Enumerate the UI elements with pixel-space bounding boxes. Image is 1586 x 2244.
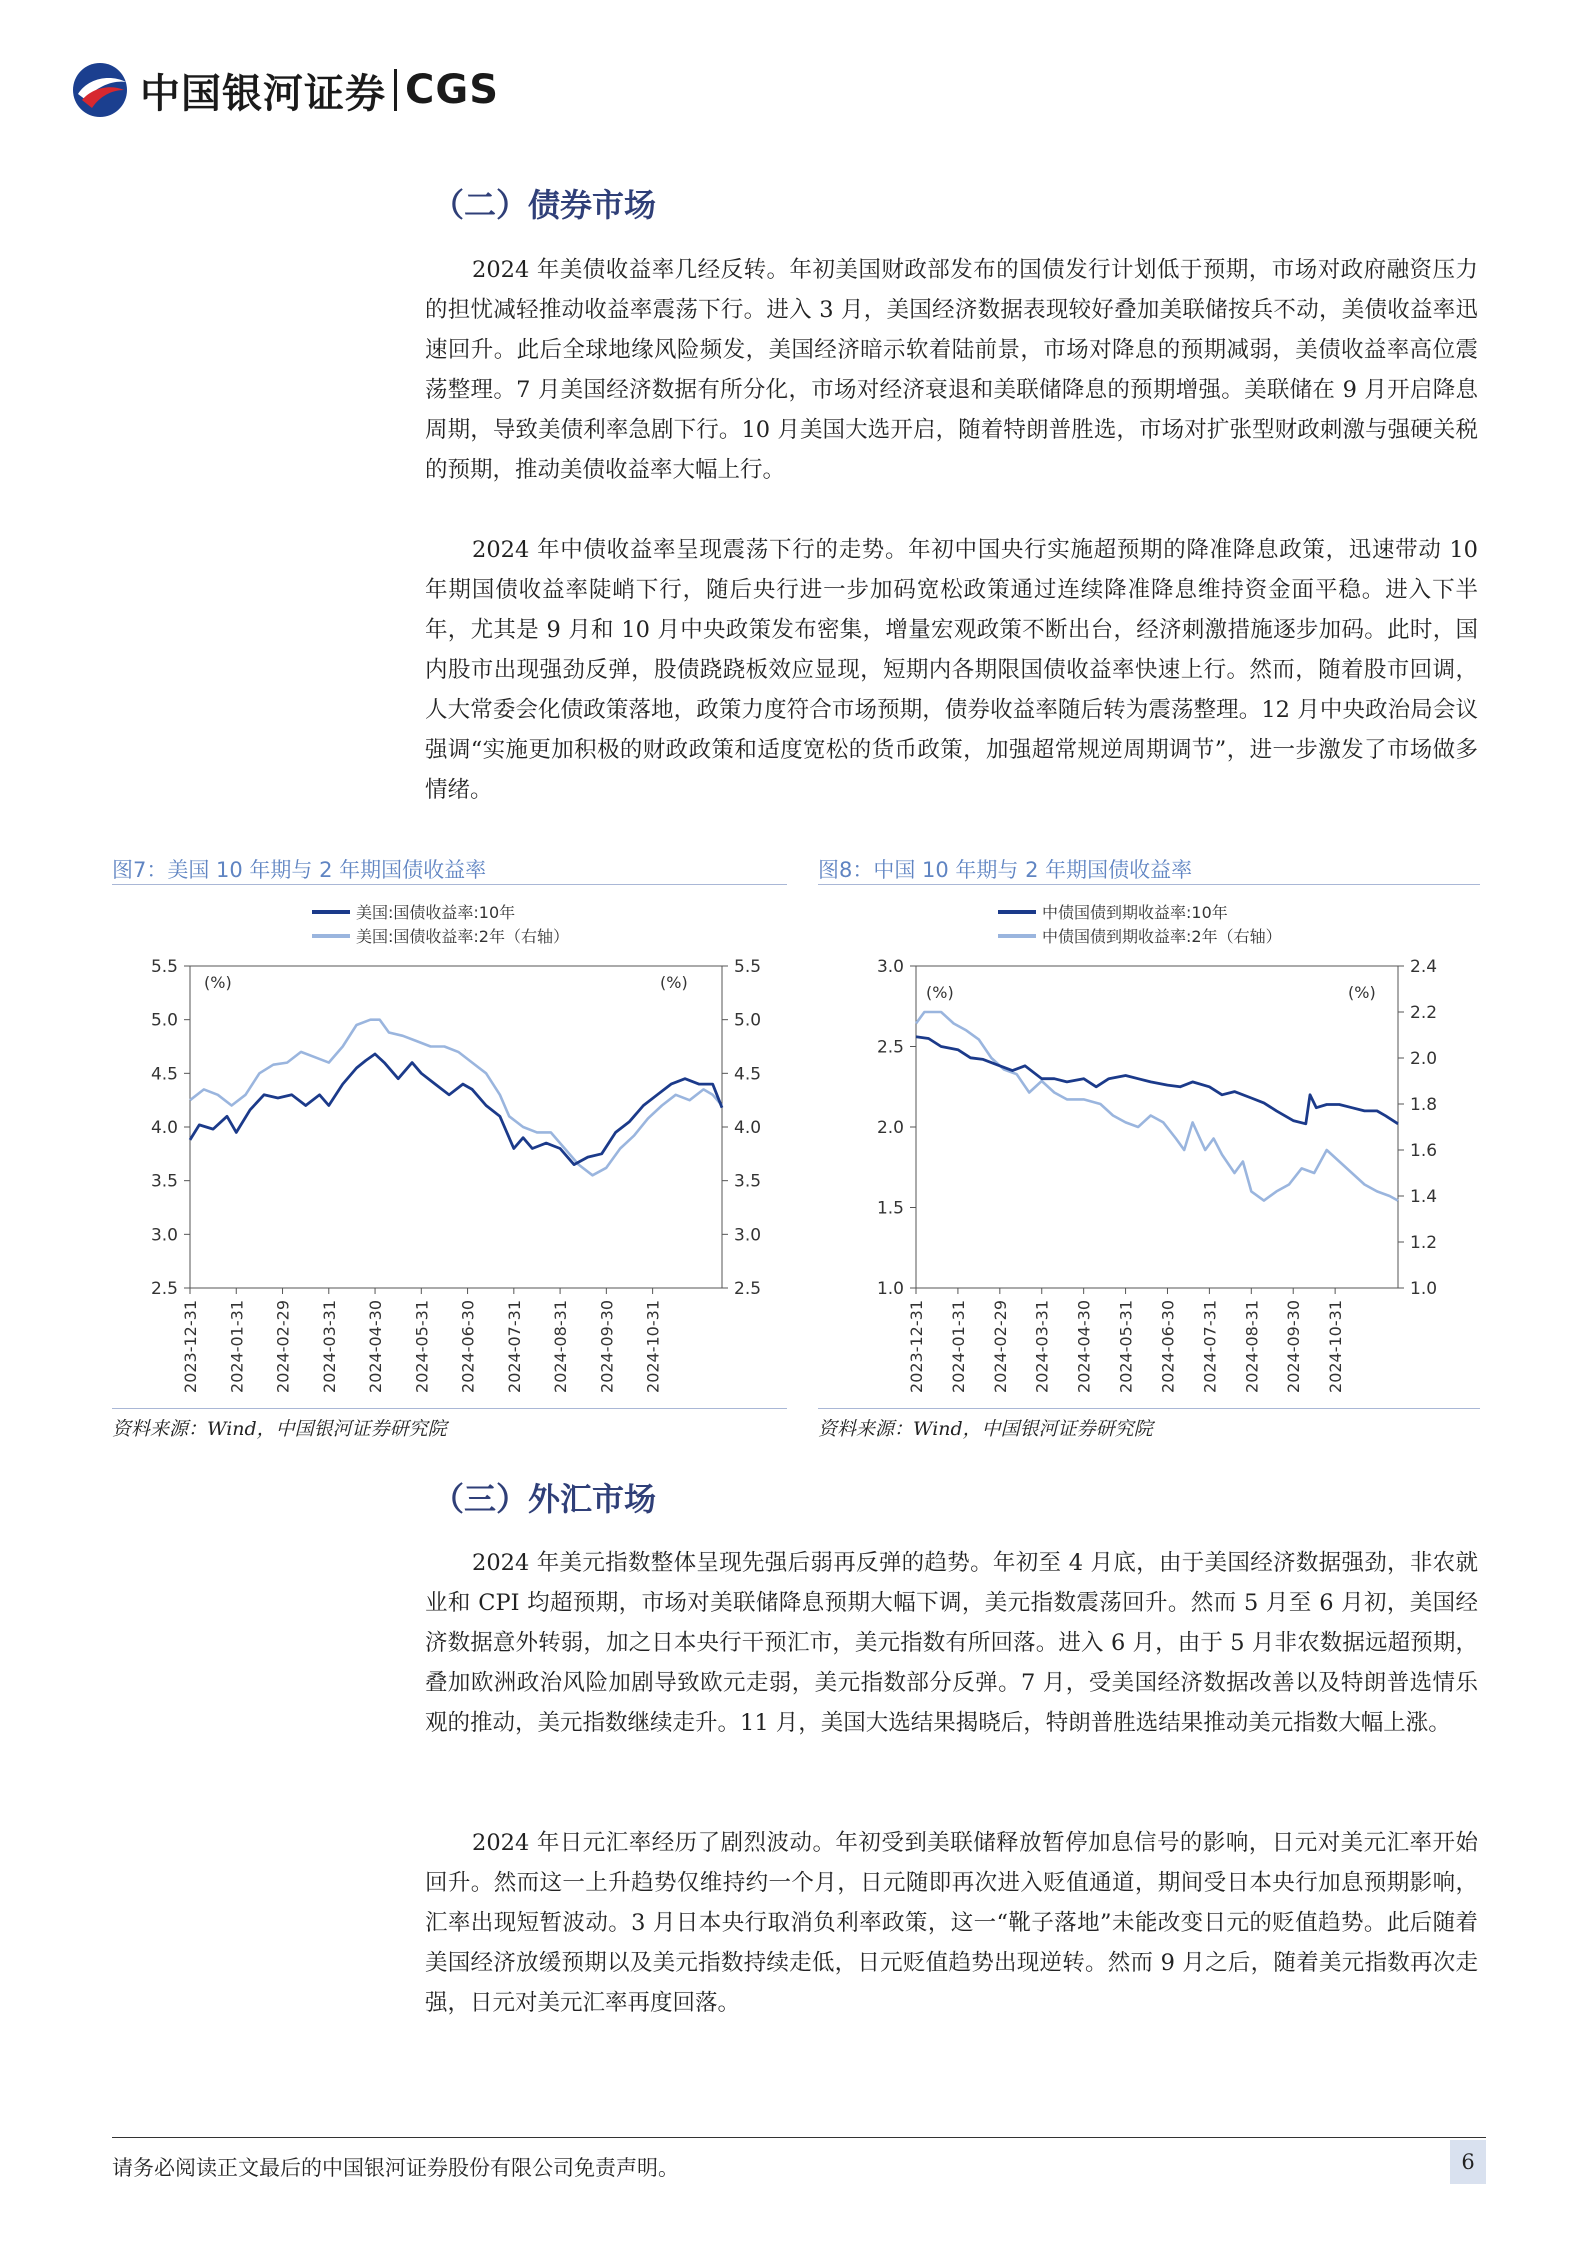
y-left-tick-label: 2.0 (876, 1118, 904, 1138)
footer-disclaimer: 请务必阅读正文最后的中国银河证券股份有限公司免责声明。 (112, 2156, 679, 2180)
y-right-tick-label: 4.5 (734, 1064, 762, 1085)
cgs-logo-icon (70, 60, 134, 120)
y-right-tick-label: 1.2 (1410, 1233, 1438, 1253)
plot-frame (916, 966, 1398, 1288)
series-line (190, 1054, 722, 1165)
y-right-tick-label: 2.0 (1410, 1049, 1438, 1069)
y-right-tick-label: 1.8 (1410, 1095, 1438, 1115)
fig8-title-rule (818, 884, 1480, 885)
series-line (916, 1012, 1398, 1201)
legend-label: 中债国债到期收益率:2年（右轴） (1042, 927, 1282, 946)
y-left-tick-label: 3.0 (876, 957, 904, 977)
y-right-tick-label: 5.5 (734, 957, 762, 977)
y-right-unit: (%) (1348, 983, 1376, 1002)
fig7-title: 图7：美国 10 年期与 2 年期国债收益率 (112, 858, 487, 882)
y-left-tick-label: 2.5 (876, 1037, 904, 1058)
x-tick-label: 2024-04-30 (1074, 1300, 1094, 1393)
fig8-bottom-rule (818, 1408, 1480, 1409)
x-tick-label: 2024-05-31 (1116, 1300, 1136, 1393)
logo-separator (394, 69, 397, 111)
section-title-bond: （二）债券市场 (432, 186, 657, 224)
y-right-unit: (%) (660, 973, 688, 992)
y-left-tick-label: 1.0 (876, 1279, 904, 1299)
y-left-tick-label: 4.5 (150, 1064, 178, 1085)
x-tick-label: 2024-03-31 (319, 1300, 339, 1393)
x-tick-label: 2024-06-30 (458, 1300, 478, 1393)
page-number: 6 (1450, 2140, 1486, 2184)
x-tick-label: 2024-01-31 (227, 1300, 247, 1393)
bond-paragraph-2: 2024 年中债收益率呈现震荡下行的走势。年初中国央行实施超预期的降准降息政策，迅速带动 10 年期国债收益率陡峭下行，随后央行进一步加码宽松政策通过连续降准降息维持资金面平稳。进入下半年，尤其是 9 月和 10 月中央政策发布密集，增量宏观政策不断出台，经济刺激措施逐步加码。此时，国内股市出现强劲反弹，股债跷跷板效应显现，短期内各期限国债收益率快速上行。然而，随着股市回调，人大常委会化债政策落地，政策力度符合市场预期，债券收益率随后转为震荡整理。12 月中央政治局会议强调“实施更加积极的财政政策和适度宽松的货币政策，加强超常规逆周期调节”，进一步激发了市场做多情绪。 (425, 537, 1478, 803)
y-left-tick-label: 1.5 (876, 1198, 904, 1219)
x-tick-label: 2024-10-31 (643, 1300, 663, 1393)
x-tick-label: 2024-06-30 (1158, 1300, 1178, 1393)
section-title-fx: （三）外汇市场 (432, 1480, 657, 1518)
legend-label: 美国:国债收益率:2年（右轴） (356, 927, 569, 946)
y-left-tick-label: 3.0 (150, 1225, 178, 1246)
fig7-source: 资料来源：Wind，中国银河证券研究院 (112, 1418, 447, 1440)
x-tick-label: 2023-12-31 (907, 1300, 926, 1393)
bond-paragraph-1: 2024 年美债收益率几经反转。年初美国财政部发布的国债发行计划低于预期，市场对政府融资压力的担忧减轻推动收益率震荡下行。进入 3 月，美国经济数据表现较好叠加美联储按兵不动，美债收益率迅速回升。此后全球地缘风险频发，美国经济暗示软着陆前景，市场对降息的预期减弱，美债收益率高位震荡整理。7 月美国经济数据有所分化，市场对经济衰退和美联储降息的预期增强。美联储在 9 月开启降息周期，导致美债利率急剧下行。10 月美国大选开启，随着特朗普胜选，市场对扩张型财政刺激与强硬关税的预期，推动美债收益率大幅上行。 (425, 257, 1478, 483)
x-tick-label: 2024-08-31 (551, 1300, 571, 1393)
legend-label: 中债国债到期收益率:10年 (1042, 903, 1228, 922)
fig7-title-rule (112, 884, 787, 885)
x-tick-label: 2024-10-31 (1326, 1300, 1346, 1393)
chart8-svg (818, 888, 1480, 1408)
y-right-tick-label: 1.0 (1410, 1279, 1438, 1299)
fig7-chart (112, 888, 787, 1408)
x-tick-label: 2024-09-30 (1284, 1300, 1304, 1393)
y-left-unit: (%) (204, 973, 232, 992)
fx-paragraph-2: 2024 年日元汇率经历了剧烈波动。年初受到美联储释放暂停加息信号的影响，日元对美元汇率开始回升。然而这一上升趋势仅维持约一个月，日元随即再次进入贬值通道，期间受日本央行加息预期影响，汇率出现短暂波动。3 月日本央行取消负利率政策，这一“靴子落地”未能改变日元的贬值趋势。此后随着美国经济放缓预期以及美元指数持续走低，日元贬值趋势出现逆转。然而 9 月之后，随着美元指数再次走强，日元对美元汇率再度回落。 (425, 1830, 1478, 2016)
x-tick-label: 2024-01-31 (948, 1300, 968, 1393)
y-right-tick-label: 5.0 (734, 1010, 762, 1031)
x-tick-label: 2024-09-30 (597, 1300, 617, 1393)
x-tick-label: 2024-02-29 (990, 1300, 1010, 1393)
x-tick-label: 2024-07-31 (1200, 1300, 1220, 1393)
x-tick-label: 2024-08-31 (1242, 1300, 1262, 1393)
logo-english-name: CGS (405, 67, 499, 113)
y-right-tick-label: 1.4 (1410, 1187, 1438, 1207)
y-left-tick-label: 5.5 (150, 957, 178, 977)
y-left-unit: (%) (926, 983, 954, 1002)
fx-paragraph-1: 2024 年美元指数整体呈现先强后弱再反弹的趋势。年初至 4 月底，由于美国经济数据强劲，非农就业和 CPI 均超预期，市场对美联储降息预期大幅下调，美元指数震荡回升。然而 5 月至 6 月初，美国经济数据意外转弱，加之日本央行干预汇市，美元指数有所回落。进入 6 月，由于 5 月非农数据远超预期，叠加欧洲政治风险加剧导致欧元走弱，美元指数部分反弹。7 月，受美国经济数据改善以及特朗普选情乐观的推动，美元指数继续走升。11 月，美国大选结果揭晓后，特朗普胜选结果推动美元指数大幅上涨。 (425, 1550, 1478, 1736)
fig8-title: 图8：中国 10 年期与 2 年期国债收益率 (818, 858, 1193, 882)
y-right-tick-label: 3.0 (734, 1225, 762, 1246)
chart7-svg (112, 888, 787, 1408)
x-tick-label: 2024-05-31 (412, 1300, 432, 1393)
x-tick-label: 2024-03-31 (1032, 1300, 1052, 1393)
x-tick-label: 2023-12-31 (181, 1300, 200, 1393)
x-tick-label: 2024-07-31 (504, 1300, 524, 1393)
y-right-tick-label: 2.2 (1410, 1003, 1438, 1023)
logo-chinese-name: 中国银河证券 (140, 70, 386, 117)
y-right-tick-label: 2.5 (734, 1279, 762, 1299)
fig8-chart (818, 888, 1480, 1408)
y-left-tick-label: 5.0 (150, 1010, 178, 1031)
y-left-tick-label: 2.5 (150, 1279, 178, 1299)
x-tick-label: 2024-04-30 (366, 1300, 386, 1393)
fig8-source: 资料来源：Wind，中国银河证券研究院 (818, 1418, 1153, 1440)
x-tick-label: 2024-02-29 (273, 1300, 293, 1393)
series-line (916, 1037, 1398, 1124)
legend-label: 美国:国债收益率:10年 (356, 903, 516, 922)
y-right-tick-label: 3.5 (734, 1171, 762, 1192)
y-right-tick-label: 4.0 (734, 1118, 762, 1138)
y-right-tick-label: 2.4 (1410, 957, 1438, 977)
y-left-tick-label: 3.5 (150, 1171, 178, 1192)
y-right-tick-label: 1.6 (1410, 1141, 1438, 1161)
company-logo (70, 60, 499, 120)
y-left-tick-label: 4.0 (150, 1118, 178, 1138)
footer-rule (112, 2137, 1486, 2138)
fig7-bottom-rule (112, 1408, 787, 1409)
